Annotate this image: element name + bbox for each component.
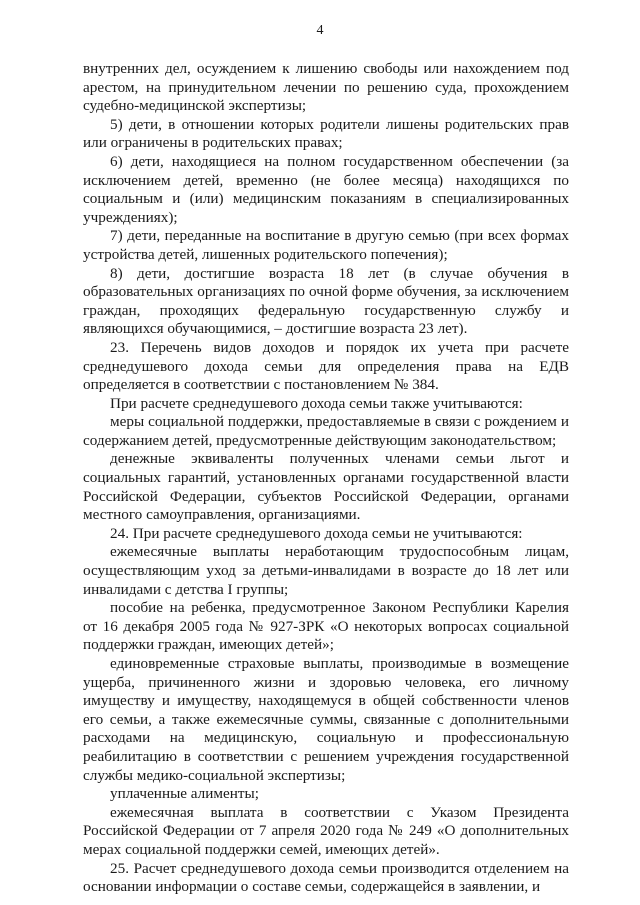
paragraph-item-8: 8) дети, достигшие возраста 18 лет (в случае обучения в образовательных организациях по очной форме обучения, за исключением граждан, проходящих федеральную государственную службу и являющихся обучающимися, – достигшие возраста 23 лет).	[83, 264, 569, 338]
paragraph-included-monetary-equivalents: денежные эквиваленты полученных членами семьи льгот и социальных гарантий, установленных органами государственной власти Российской Федерации, субъектов Российской Федерации, органами местного самоуправления, организациями.	[83, 450, 569, 524]
paragraph-section-24: 24. При расчете среднедушевого дохода семьи не учитываются:	[110, 524, 523, 542]
paragraph-item-6: 6) дети, находящиеся на полном государственном обеспечении (за исключением детей, временно (не более месяца) находящихся по социальным и (или) медицинским показаниям в специализированных учреждениях);	[83, 152, 569, 226]
document-body	[83, 60, 569, 897]
paragraph-excluded-alimony: уплаченные алименты;	[110, 785, 259, 803]
paragraph-section-25: 25. Расчет среднедушевого дохода семьи производится отделением на основании информации о составе семьи, содержащейся в заявлении, и	[83, 859, 569, 896]
paragraph-item-7: 7) дети, переданные на воспитание в другую семью (при всех формах устройства детей, лишенных родительского попечения);	[83, 227, 569, 263]
paragraph-excluded-presidential-payment: ежемесячная выплата в соответствии с Указом Президента Российской Федерации от 7 апреля 2020 года № 249 «О дополнительных мерах социальной поддержки семей, имеющих детей».	[83, 803, 569, 858]
paragraph-item-5: 5) дети, в отношении которых родители лишены родительских прав или ограничены в родительских правах;	[83, 115, 569, 152]
paragraph-excluded-insurance: единовременные страховые выплаты, производимые в возмещение ущерба, причиненного жизни и здоровью человека, его личному имуществу и имуществу, находящемуся в общей собственности членов его семьи, а также ежемесячные суммы, связанные с дополнительными расходами на медицинскую, социальную и профессиональную реабилитацию в соответствии с решением учреждения государственной службы медико-социальной экспертизы;	[83, 655, 569, 784]
paragraph-included-intro: При расчете среднедушевого дохода семьи также учитываются:	[110, 394, 523, 412]
paragraph-excluded-care-payments: ежемесячные выплаты неработающим трудоспособным лицам, осуществляющим уход за детьми-инвалидами в возрасте до 18 лет или инвалидами с детства I группы;	[83, 543, 569, 598]
paragraph-continuation: внутренних дел, осуждением к лишению свободы или нахождением под арестом, на принудительном лечении по решению суда, прохождением судебно-медицинской экспертизы;	[83, 60, 569, 115]
page-number: 4	[316, 23, 324, 38]
paragraph-excluded-child-benefit: пособие на ребенка, предусмотренное Законом Республики Карелия от 16 декабря 2005 года № 927-ЗРК «О некоторых вопросах социальной поддержки граждан, имеющих детей»;	[83, 599, 569, 654]
paragraph-section-23: 23. Перечень видов доходов и порядок их учета при расчете среднедушевого дохода семьи для определения права на ЕДВ определяется в соответствии с постановлением № 384.	[83, 338, 569, 394]
paragraph-included-social-support: меры социальной поддержки, предоставляемые в связи с рождением и содержанием детей, предусмотренные действующим законодательством;	[83, 413, 569, 449]
